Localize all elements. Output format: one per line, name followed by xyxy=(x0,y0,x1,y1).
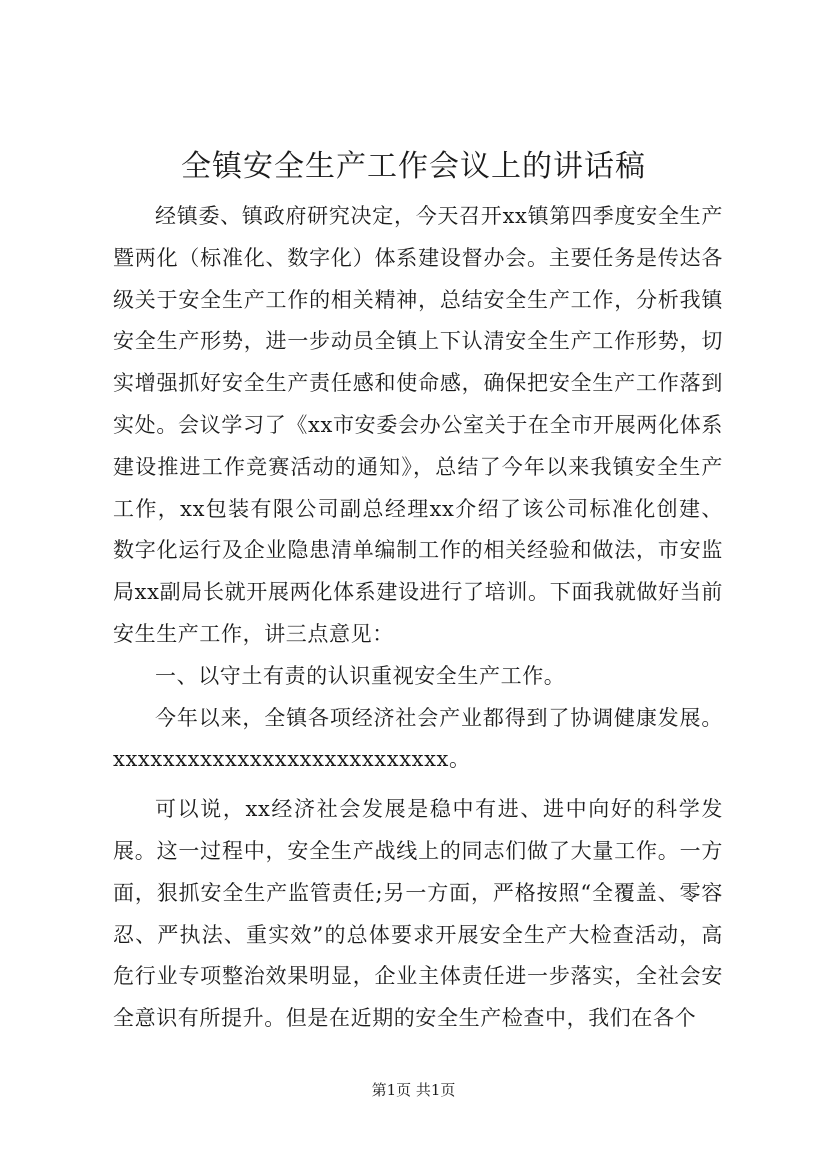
paragraph-development: 今年以来，全镇各项经济社会产业都得到了协调健康发展。xxxxxxxxxxxxxxxxxxxxxxxxxxx。 xyxy=(113,705,723,772)
section-heading: 一、以守土有责的认识重视安全生产工作。 xyxy=(155,663,566,688)
document-body xyxy=(113,196,723,1040)
paragraph-summary: 可以说，xx经济社会发展是稳中有进、进中向好的科学发展。这一过程中，安全生产战线上的同志们做了大量工作。一方面，狠抓安全生产监管责任;另一方面，严格按照“全覆盖、零容忍、严执法、重实效”的总体要求开展安全生产大检查活动，高危行业专项整治效果明显，企业主体责任进一步落实，全社会安全意识有所提升。但是在近期的安全生产检查中，我们在各个 xyxy=(113,797,723,1031)
paragraph-intro: 经镇委、镇政府研究决定，今天召开xx镇第四季度安全生产暨两化（标准化、数字化）体系建设督办会。主要任务是传达各级关于安全生产工作的相关精神，总结安全生产工作，分析我镇安全生产形势，进一步动员全镇上下认清安全生产工作形势，切实增强抓好安全生产责任感和使命感，确保把安全生产工作落到实处。会议学习了《xx市安委会办公室关于在全市开展两化体系建设推进工作竞赛活动的通知》，总结了今年以来我镇安全生产工作，xx包装有限公司副总经理xx介绍了该公司标准化创建、数字化运行及企业隐患清单编制工作的相关经验和做法，市安监局xx副局长就开展两化体系建设进行了培训。下面我就做好当前安生生产工作，讲三点意见： xyxy=(113,204,723,646)
document-title: 全镇安全生产工作会议上的讲话稿 xyxy=(181,149,646,184)
page-footer: 第1页 共1页 xyxy=(371,1081,456,1099)
